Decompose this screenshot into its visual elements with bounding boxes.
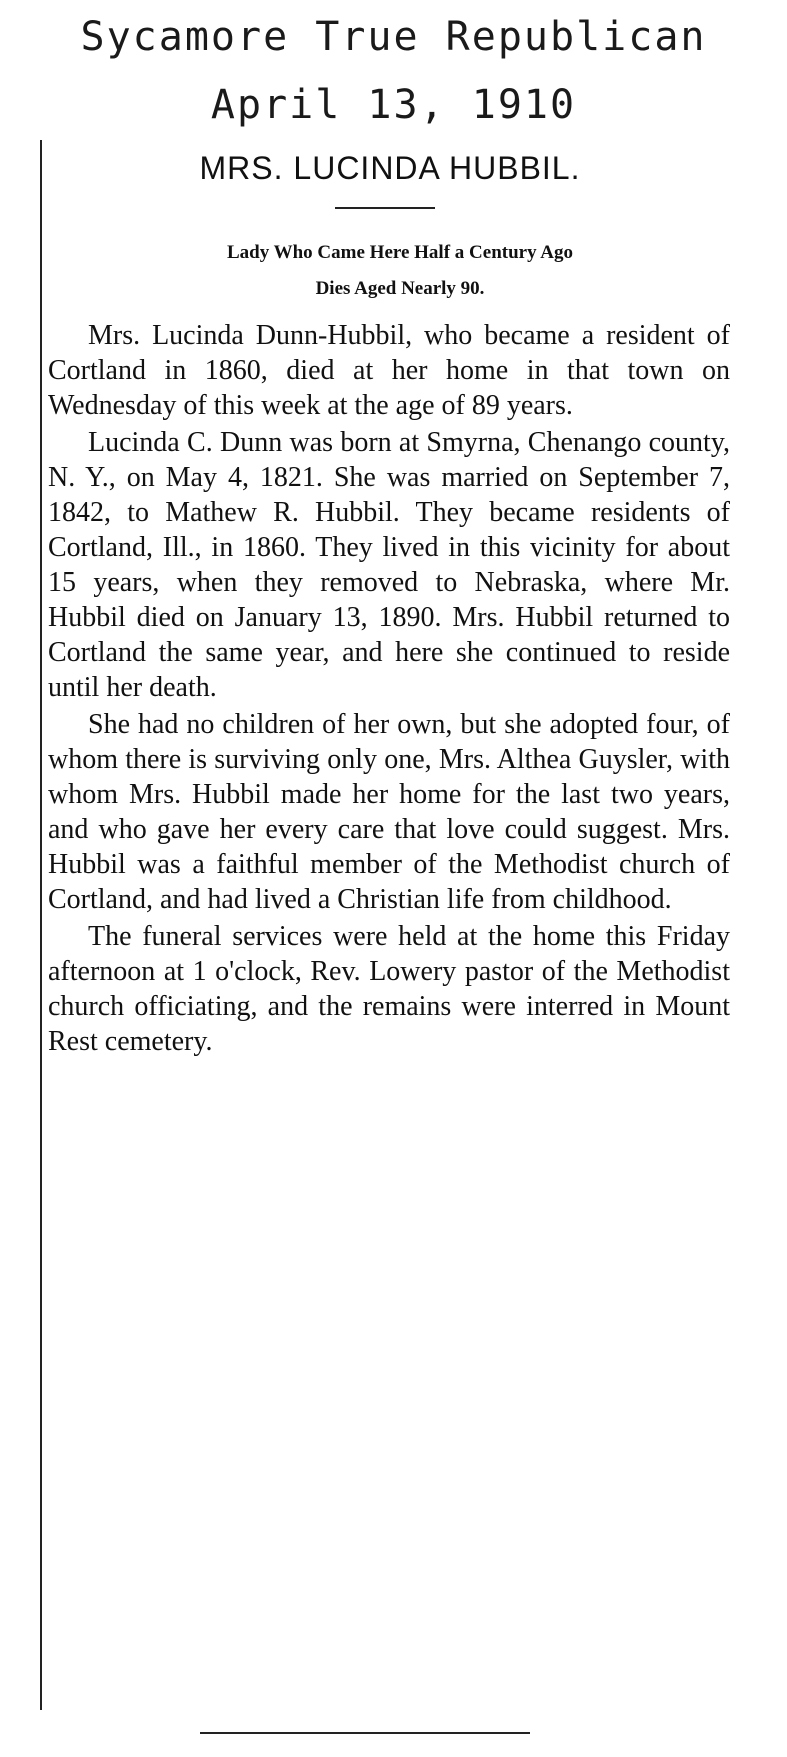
end-rule <box>200 1732 530 1734</box>
headline-divider <box>335 207 435 209</box>
article-paragraph: The funeral services were held at the home this Friday afternoon at 1 o'clock, Rev. Lowery pastor of the Methodist church officiating, and the remains were interred in Mount Rest cemetery. <box>48 921 730 1057</box>
article-paragraph: Mrs. Lucinda Dunn-Hubbil, who became a resident of Cortland in 1860, died at her home in that town on Wednesday of this week at the age of 89 years. <box>48 320 730 421</box>
article-body <box>48 318 730 1061</box>
article-subhead <box>60 235 740 307</box>
article-paragraph: Lucinda C. Dunn was born at Smyrna, Chenango county, N. Y., on May 4, 1821. She was married on September 7, 1842, to Mathew R. Hubbil. They became residents of Cortland, Ill., in 1860. They lived in this vicinity for about 15 years, when they removed to Nebraska, where Mr. Hubbil died on January 13, 1890. Mrs. Hubbil returned to Cortland the same year, and here she continued to reside until her death. <box>48 427 730 703</box>
article-paragraph: She had no children of her own, but she adopted four, of whom there is surviving only one, Mrs. Althea Guysler, with whom Mrs. Hubbil made her home for the last two years, and who gave her every care that love could suggest. Mrs. Hubbil was a faithful member of the Methodist church of Cortland, and had lived a Christian life from childhood. <box>48 709 730 915</box>
publication-date: April 13, 1910 <box>210 82 577 128</box>
publication-name: Sycamore True Republican <box>80 14 707 60</box>
subhead-line-1: Lady Who Came Here Half a Century Ago <box>226 242 574 263</box>
subhead-line-2: Dies Aged Nearly 90. <box>315 278 485 299</box>
column-rule <box>40 140 42 1710</box>
article-headline: MRS. LUCINDA HUBBIL. <box>199 150 581 186</box>
